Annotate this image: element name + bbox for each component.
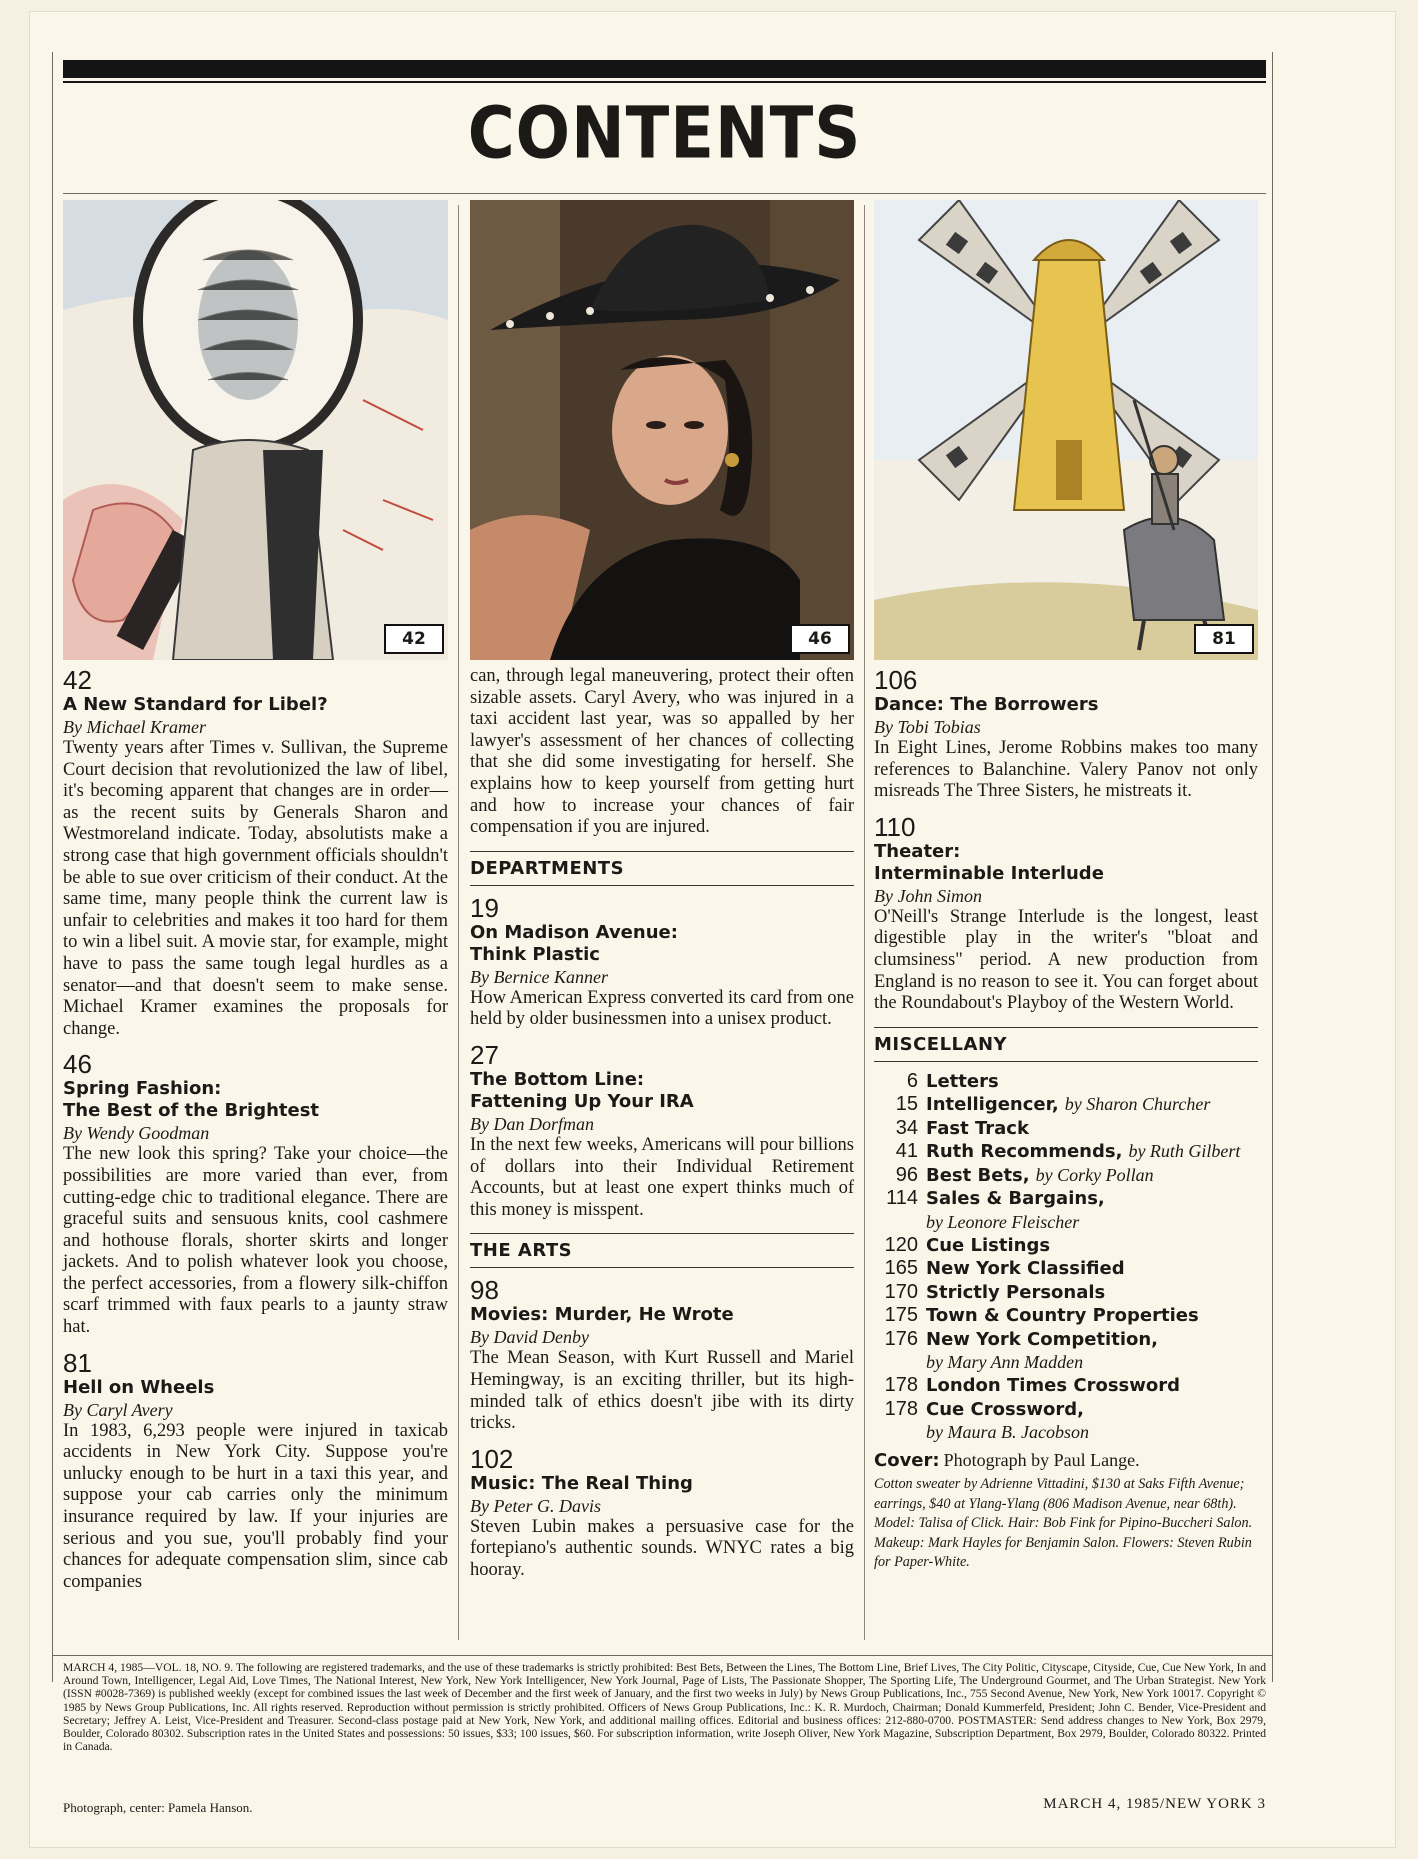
miscellany-heading: MISCELLANY <box>874 1027 1258 1062</box>
byline: By Tobi Tobias <box>874 717 981 737</box>
misc-item <box>874 1304 1258 1328</box>
feature-taxi <box>63 1349 448 1594</box>
page-number: 27 <box>470 1039 499 1070</box>
headline-line-1: Theater: <box>874 840 961 862</box>
footer-rule <box>52 1655 1273 1656</box>
misc-item <box>874 1398 1258 1422</box>
misc-item <box>874 1374 1258 1398</box>
arts-movies <box>470 1276 854 1434</box>
misc-title: Sales & Bargains, <box>926 1188 1105 1210</box>
misc-page-number: 176 <box>884 1327 918 1350</box>
page-dateline: MARCH 4, 1985/NEW YORK 3 <box>1043 1796 1266 1812</box>
summary: In 1983, 6,293 people were injured in taxicab accidents in New York City. Suppose you're unlucky enough to be hurt in a taxi this year, and suppose your cab carries only the minimum insurance required by law. If your injuries are serious and you sue, you'll probably find your chances for adequate compensation slim, since cab companies <box>63 1420 448 1592</box>
misc-title: Fast Track <box>926 1117 1029 1139</box>
byline: By Michael Kramer <box>63 717 206 737</box>
page-number: 81 <box>63 1347 92 1378</box>
summary: In the next few weeks, Americans will pour billions of dollars into their Individual Retirement Accounts, but at least one expert thinks much of this money is misspent. <box>470 1134 854 1220</box>
feature-fashion <box>63 1050 448 1338</box>
masthead-rule <box>63 193 1266 194</box>
misc-byline-continued: by Leonore Fleischer <box>926 1211 1080 1232</box>
windmill-illustration-icon <box>874 200 1258 660</box>
column-left <box>63 200 448 1603</box>
headline: A New Standard for Libel? <box>63 694 328 715</box>
byline: By David Denby <box>470 1327 589 1348</box>
right-border-rule <box>1272 52 1273 1682</box>
misc-page-number: 178 <box>884 1397 918 1420</box>
cover-label: Cover: <box>874 1450 940 1472</box>
misc-title: Best Bets, <box>926 1164 1030 1186</box>
misc-page-number: 15 <box>895 1093 918 1116</box>
headline-line-1: On Madison Avenue: <box>470 921 678 943</box>
byline: By Peter G. Davis <box>470 1495 601 1516</box>
arts-dance <box>874 666 1258 803</box>
misc-page-number: 165 <box>884 1257 918 1280</box>
headline-line-2: Interminable Interlude <box>874 862 1104 884</box>
page-badge-right: 81 <box>1194 624 1254 654</box>
page-number: 102 <box>470 1443 514 1474</box>
misc-title: Strictly Personals <box>926 1281 1106 1303</box>
misc-title: Cue Listings <box>926 1234 1051 1256</box>
top-black-bar <box>63 60 1266 78</box>
summary: Steven Lubin makes a persuasive case for the fortepiano's authentic sounds. WNYC rates a big hooray. <box>470 1516 854 1580</box>
summary: Twenty years after Times v. Sullivan, the Supreme Court decision that revolutionized the law of libel, it's becoming apparent that changes are in order—as the recent suits by Generals Sharon and Westmoreland indicate. Today, absolutists make a strong case that high government officials shouldn't be able to sue over criticism of their conduct. At the same time, many people think the current law is unfair to celebrities and makes it too hard for them to win a libel suit. A movie star, for example, might have to pass the same tough legal hurdles as a senator—and that doesn't seem to make sense. Michael Kramer examines the proposals for change. <box>63 738 448 1039</box>
dept-madison-avenue <box>470 894 854 1031</box>
libel-illustration <box>63 200 448 660</box>
misc-item <box>874 1257 1258 1281</box>
byline: By Caryl Avery <box>63 1399 173 1420</box>
misc-byline: by Ruth Gilbert <box>1128 1141 1241 1162</box>
arts-theater <box>874 813 1258 1015</box>
misc-title: London Times Crossword <box>926 1375 1181 1397</box>
cover-text: Photograph by Paul Lange. <box>943 1450 1140 1471</box>
headline: Hell on Wheels <box>63 1376 215 1398</box>
misc-page-number: 175 <box>884 1304 918 1327</box>
misc-item <box>874 1187 1258 1211</box>
summary: How American Express converted its card from one held by older businessmen into a unisex product. <box>470 987 854 1030</box>
miscellany-list <box>874 1070 1258 1445</box>
feature-libel <box>63 666 448 1040</box>
summary: In Eight Lines, Jerome Robbins makes too many references to Balanchine. Valery Panov not only misreads The Three Sisters, he mistreats it. <box>874 738 1258 802</box>
cover-credits: Cotton sweater by Adrienne Vittadini, $130 at Saks Fifth Avenue; earrings, $40 at Ylang-Ylang (806 Madison Avenue, near 68th). Model: Talisa of Click. Hair: Bob Fink for Pipino-Buccheri Salon. Makeup: Mark Hayles for Benjamin Salon. Flowers: Steven Rubin for Paper-White. <box>874 1476 1253 1571</box>
misc-title: New York Competition, <box>926 1328 1159 1350</box>
the-arts-heading: THE ARTS <box>470 1233 854 1268</box>
page-badge-left: 42 <box>384 624 444 654</box>
page-number: 98 <box>470 1275 499 1306</box>
misc-item <box>874 1281 1258 1305</box>
misc-item <box>874 1093 1258 1117</box>
misc-item <box>874 1117 1258 1141</box>
fashion-photo <box>470 200 854 660</box>
misc-page-number: 170 <box>884 1280 918 1303</box>
page-number: 106 <box>874 665 918 695</box>
misc-title: Town & Country Properties <box>926 1305 1199 1327</box>
misc-page-number: 178 <box>884 1374 918 1397</box>
byline: By Wendy Goodman <box>63 1123 210 1144</box>
left-border-rule <box>52 52 53 1682</box>
summary: The new look this spring? Take your choice—the possibilities are more varied than ever, from cutting-edge chic to traditional elegance. There are graceful suits and sensuous knits, cool cashmere and hothouse florals, shorter skirts and longer jackets. And to polish whatever look you choose, the perfect accessories, from a flowery silk-chiffon scarf trimmed with faux pearls to a jaunty straw hat. <box>63 1144 448 1338</box>
byline: By Dan Dorfman <box>470 1113 594 1134</box>
contents-title: CONTENTS <box>467 92 862 176</box>
byline: By Bernice Kanner <box>470 966 608 987</box>
misc-page-number: 41 <box>895 1140 918 1163</box>
headline-line-2: The Best of the Brightest <box>63 1100 320 1122</box>
taxi-continuation: can, through legal maneuvering, protect their often sizable assets. Caryl Avery, who was injured in a taxi accident last year, was so appalled by her lawyer's assessment of her chances of collecting that she did some investigating for herself. She explains how to keep yourself from getting hurt and how to increase your chances of fair compensation if you are injured. <box>470 666 854 838</box>
misc-item <box>874 1164 1258 1188</box>
misc-page-number: 34 <box>895 1116 918 1139</box>
misc-title: Intelligencer, <box>926 1094 1059 1116</box>
page-number: 19 <box>470 892 499 923</box>
page-badge-center: 46 <box>790 624 850 654</box>
misc-page-number: 114 <box>886 1187 918 1210</box>
headline-line-1: The Bottom Line: <box>470 1068 645 1090</box>
column-divider-2 <box>864 205 865 1640</box>
headline-line-2: Fattening Up Your IRA <box>470 1090 694 1112</box>
misc-item <box>874 1328 1258 1352</box>
misc-title: Ruth Recommends, <box>926 1141 1123 1163</box>
misc-page-number: 96 <box>895 1163 918 1186</box>
misc-item <box>874 1234 1258 1258</box>
headline: Dance: The Borrowers <box>874 694 1099 715</box>
misc-item <box>874 1070 1258 1094</box>
misc-byline: by Sharon Churcher <box>1064 1094 1211 1115</box>
headline-line-2: Think Plastic <box>470 943 600 965</box>
misc-item <box>874 1140 1258 1164</box>
misc-page-number: 120 <box>884 1233 918 1256</box>
magnifier-illustration-icon <box>63 200 448 660</box>
column-right <box>874 200 1258 1573</box>
dept-bottom-line <box>470 1041 854 1221</box>
windmill-illustration <box>874 200 1258 660</box>
summary: O'Neill's Strange Interlude is the longest, least digestible play in the writer's "bloat and clumsiness" period. A new production from England is no reason to see it. You can forget about the Roundabout's Playboy of the Western World. <box>874 906 1258 1014</box>
misc-title: Letters <box>926 1070 999 1092</box>
cover-credit-block <box>874 1450 1258 1573</box>
misc-byline-continued: by Mary Ann Madden <box>926 1352 1084 1373</box>
page-number: 42 <box>63 665 92 695</box>
photo-credit: Photograph, center: Pamela Hanson. <box>63 1800 253 1815</box>
headline-line-1: Spring Fashion: <box>63 1078 222 1100</box>
column-center <box>470 200 854 1591</box>
misc-byline-continued: by Maura B. Jacobson <box>926 1422 1089 1443</box>
summary: The Mean Season, with Kurt Russell and Mariel Hemingway, is an exciting thriller, but its high-minded talk of ethics doesn't jibe with its dirty tricks. <box>470 1348 854 1434</box>
headline: Music: The Real Thing <box>470 1472 693 1494</box>
misc-page-number: 6 <box>906 1069 918 1092</box>
column-divider-1 <box>458 205 459 1640</box>
arts-music <box>470 1445 854 1582</box>
misc-title: New York Classified <box>926 1258 1125 1280</box>
misc-byline: by Corky Pollan <box>1035 1164 1154 1185</box>
byline: By John Simon <box>874 885 982 906</box>
publication-fineprint: MARCH 4, 1985—VOL. 18, NO. 9. The following are registered trademarks, and the use of these trademarks is strictly prohibited: Best Bets, Between the Lines, The Bottom Line, Brief Lives, The City Politic, Cityscape, Cityside, Cue, Cue New York, In and Around Town, Intelligencer, Legal Aid, Love Times, The National Interest, New York, New York Intelligencer, New York Journal, Page of Lists, The Passionate Shopper, The Sporting Life, The Underground Gourmet, and The Urban Strategist. New York (ISSN #0028-7369) is published weekly (except for combined issues the last week of December and the first week of January, and the first two weeks in July) by News Group Publications, Inc., 755 Second Avenue, New York, New York 10017. Copyright © 1985 by News Group Publications, Inc. All rights reserved. Reproduction without permission is strictly prohibited. Officers of News Group Publications, Inc.: K. R. Murdoch, Chairman; Donald Kummerfeld, President; John C. Bender, Vice-President and Secretary; Jeffrey A. Leist, Vice-President and Treasurer. Second-class postage paid at New York, New York, and additional mailing offices. Editorial and business offices: 212-880-0700. POSTMASTER: Send address changes to New York, Box 2979, Boulder, Colorado 80302. Subscription rates in the United States and possessions: 50 issues, $33; 100 issues, $60. For subscription information, write Joseph Oliver, New York Magazine, Subscription Department, Box 2979, Boulder, Colorado 80322. Printed in Canada. <box>63 1661 1266 1754</box>
headline: Movies: Murder, He Wrote <box>470 1304 734 1326</box>
woman-in-hat-photo-icon <box>470 200 854 660</box>
departments-heading: DEPARTMENTS <box>470 851 854 886</box>
page-number: 46 <box>63 1049 92 1080</box>
misc-title: Cue Crossword, <box>926 1398 1084 1420</box>
page-number: 110 <box>874 811 916 842</box>
